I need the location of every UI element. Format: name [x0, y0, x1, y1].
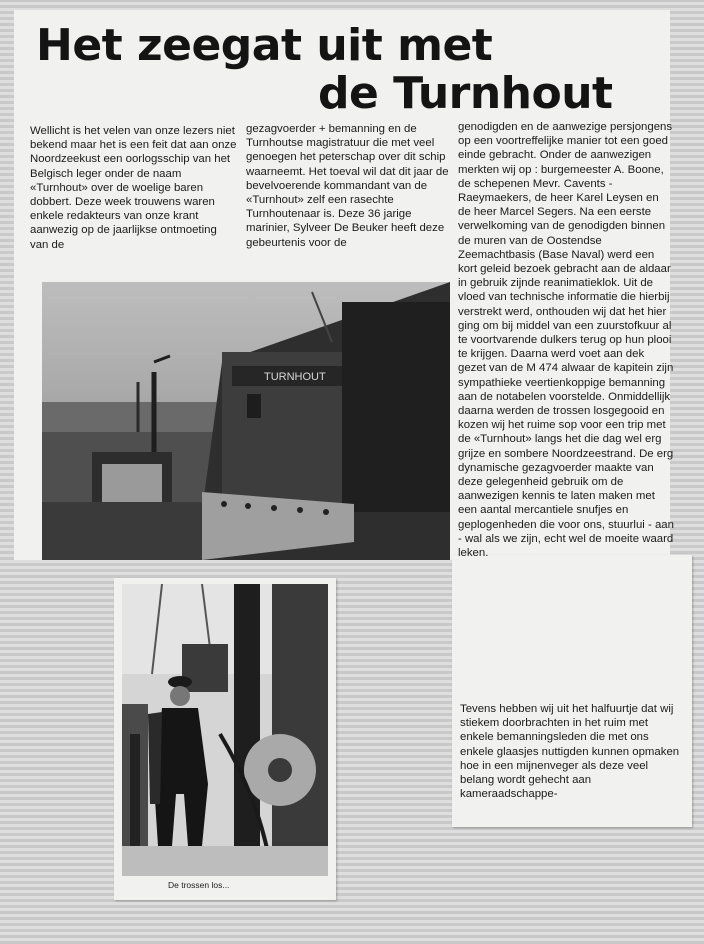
article-column-3-continued — [460, 702, 680, 801]
ship-photo-image — [42, 282, 450, 560]
ship-hull-lettering: TURNHOUT — [264, 371, 326, 383]
column-1-text: Wellicht is het velen van onze lezers niet bekend maar het is een feit dat aan onze Noordzeekust een oorlogsschip van het Belgisch leger onder de naam «Turnhout» over de woelige baren dobbert. Deze week trouwens waren enkele redakteurs van onze krant aanwezig op de jaarlijkse ontmoeting van de — [30, 125, 237, 251]
article-column-1 — [30, 124, 238, 252]
column-2-text: gezagvoerder + bemanning en de Turnhoutse magistratuur die met veel genoegen het peterschap over dit schip waarneemt. Het toeval wil dat dit jaar de bevelvoerende kommandant van de «Turnhout» zelf een rasechte Turnhoutenaar is. Deze 36 jarige marinier, Sylveer De Beuker heeft deze gebeurtenis voor de — [246, 123, 449, 249]
column-3-continued-text: Tevens hebben wij uit het halfuurtje dat wij stiekem doorbrachten in het ruim met enkele bemanningsleden die met ons enkele glaasjes nuttigden kunnen opmaken hoe in een mijnenveger als deze veel belang wordt gehecht aan kameraadschappe- — [460, 703, 680, 801]
article-column-3 — [458, 120, 674, 560]
ship-photo — [42, 282, 450, 560]
crew-photo-image — [122, 584, 328, 876]
article-column-2 — [246, 122, 452, 250]
photo-caption: De trossen los... — [168, 880, 230, 890]
crew-photo — [122, 584, 328, 876]
column-3-text: genodigden en de aanwezige persjongens op een voortreffelijke manier tot een goed einde gebracht. Onder de aanwezigen merkten wij op : burgemeester A. Boone, de schepenen Mevr. Cavents - Raeymaekers, de heer Karel Leysen en de heer Marcel Segers. Na een eerste verwelkoming van de genodigden binnen de muren van de Oostendse Zeemachtbasis (Base Naval) werd een kort geleid bezoek gebracht aan de aldaar in gebruik zijnde reanimatieklok. Uit de vloed van technische informatie die hierbij verstrekt werd, onthouden wij dat het hier ging om bij middel van een zuurstofkuur al te voortvarende dulkers terug op hun plooi te krijgen. Daarna werd voet aan dek gezet van de M 474 alwaar de kapitein zijn sympathieke veertienkoppige bemanning aan de notabelen voorstelde. Onmiddellijk daarna werden de trossen losgegooid en kozen wij het ruime sop voor een trip met de «Turnhout» langs het die dag wel erg grijze en sombere Noordzeestrand. De erg dynamische gezagvoerder maakte van deze gelegenheid gebruik om de aanwezigen kennis te laten maken met een aantal mercantiele snufjes en geplogenheden die voor ons, stuurlui - aan - wal als we zijn, echt wel de moeite waard leken. — [458, 121, 674, 560]
headline-line-2: de Turnhout — [318, 68, 613, 119]
headline-line-1: Het zeegat uit met — [36, 20, 493, 71]
